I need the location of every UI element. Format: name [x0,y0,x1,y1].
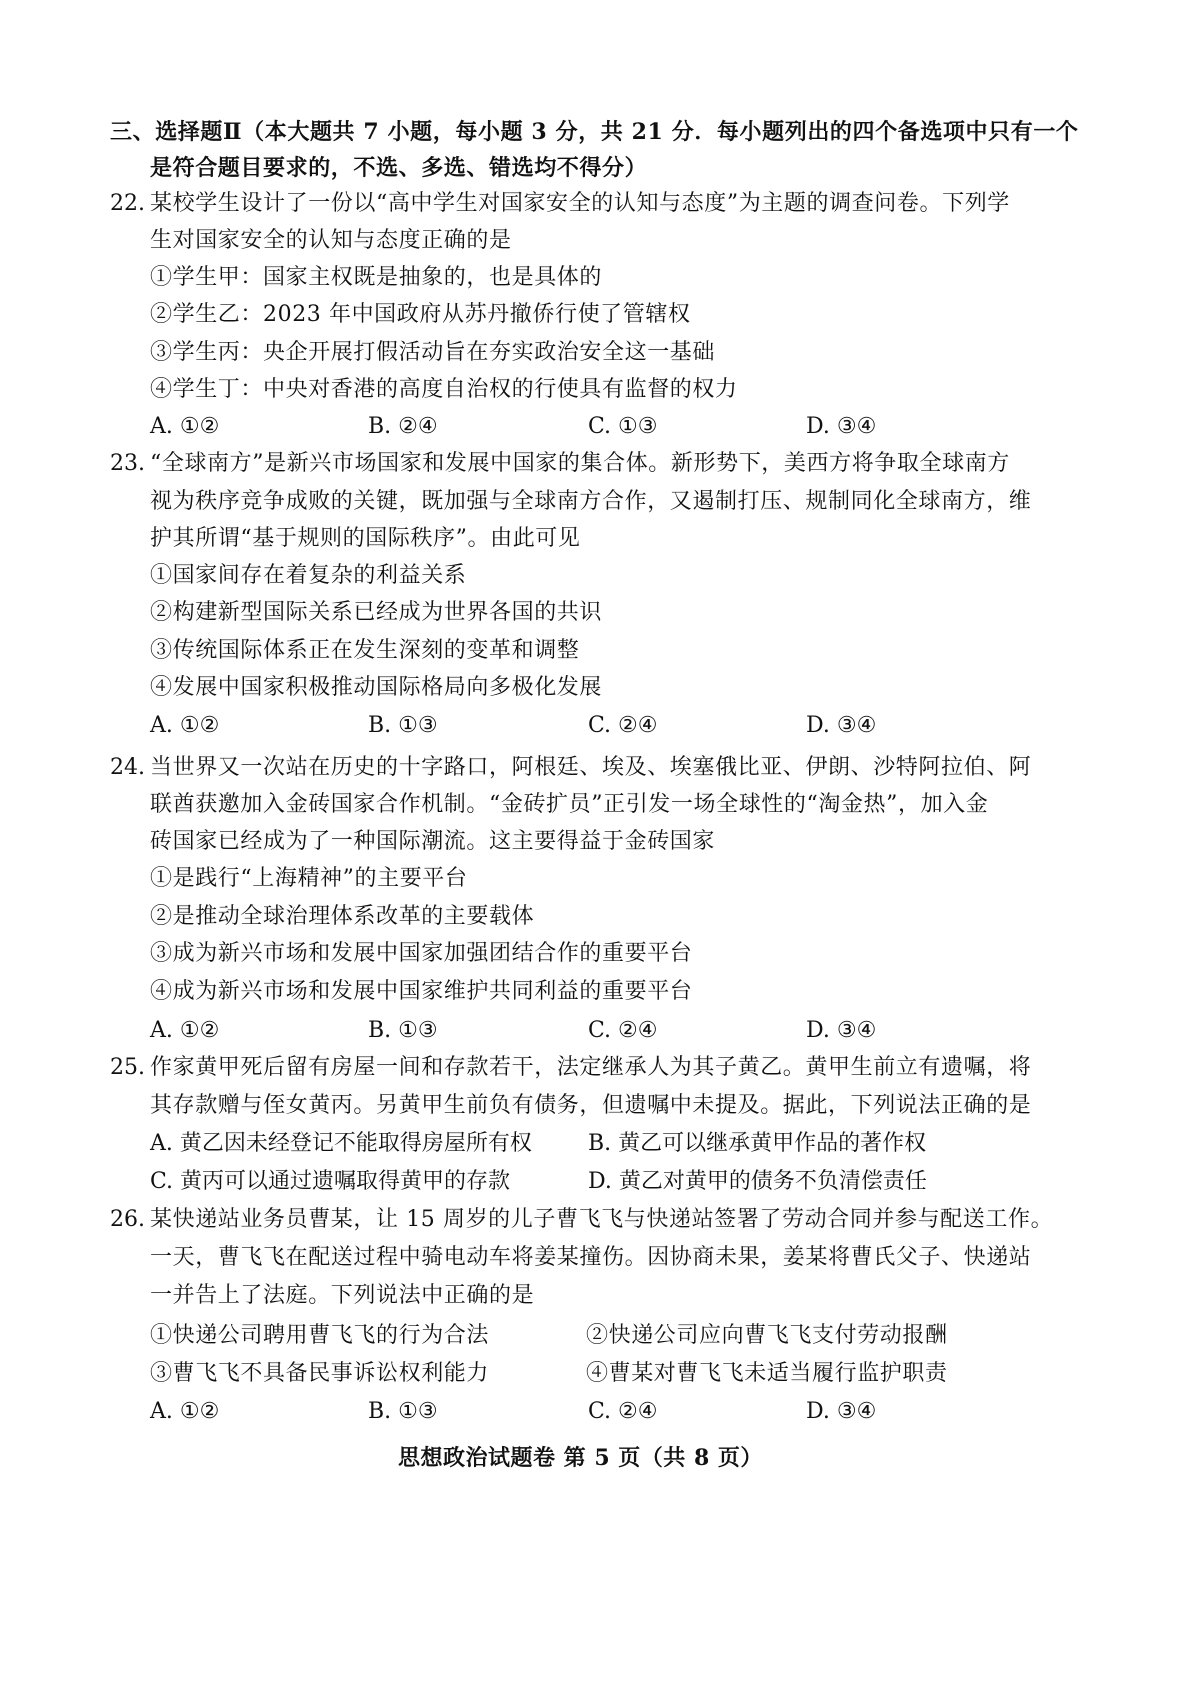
option-a: A. 黄乙因未经登记不能取得房屋所有权 [150,1131,532,1156]
question-number: 22. [110,191,145,216]
page-footer: 思想政治试题卷 第 5 页（共 8 页） [398,1445,763,1471]
section-header-line1: 三、选择题Ⅱ（本大题共 7 小题，每小题 3 分，共 21 分．每小题列出的四个备选项中只有一个 [110,119,1079,145]
statement: ③曹飞飞不具备民事诉讼权利能力 [150,1361,490,1386]
statement: ④学生丁：中央对香港的高度自治权的行使具有监督的权力 [150,377,738,402]
statement: ③学生丙：央企开展打假活动旨在夯实政治安全这一基础 [150,340,716,365]
statement: ①快递公司聘用曹飞飞的行为合法 [150,1323,490,1348]
question-stem-line: 联酋获邀加入金砖国家合作机制。“金砖扩员”正引发一场全球性的“淘金热”，加入金 [150,792,989,817]
option-c: C. 黄丙可以通过遗嘱取得黄甲的存款 [150,1169,511,1194]
question-number: 23. [110,451,145,476]
option-d: D. ③④ [806,1399,877,1424]
question-stem-line: 一天，曹飞飞在配送过程中骑电动车将姜某撞伤。因协商未果，姜某将曹氏父子、快递站 [150,1245,1032,1270]
option-a: A. ①② [150,414,220,439]
question-stem-line: 其存款赠与侄女黄丙。另黄甲生前负有债务，但遗嘱中未提及。据此，下列说法正确的是 [150,1093,1032,1118]
question-number: 24. [110,755,145,780]
option-b: B. ②④ [368,414,438,439]
question-stem-line: 作家黄甲死后留有房屋一间和存款若干，法定继承人为其子黄乙。黄甲生前立有遗嘱，将 [150,1055,1032,1080]
section-header-line2: 是符合题目要求的，不选、多选、错选均不得分） [150,155,648,181]
question-stem-line: 当世界又一次站在历史的十字路口，阿根廷、埃及、埃塞俄比亚、伊朗、沙特阿拉伯、阿 [150,755,1032,780]
statement: ④发展中国家积极推动国际格局向多极化发展 [150,675,603,700]
question-stem-line: 某快递站业务员曹某，让 15 周岁的儿子曹飞飞与快递站签署了劳动合同并参与配送工作。 [150,1207,1054,1232]
option-d: D. ③④ [806,1018,877,1043]
statement: ②学生乙：2023 年中国政府从苏丹撤侨行使了管辖权 [150,302,691,327]
statement: ②是推动全球治理体系改革的主要载体 [150,904,535,929]
question-number: 25. [110,1055,145,1080]
option-b: B. ①③ [368,713,438,738]
question-stem-line: “全球南方”是新兴市场国家和发展中国家的集合体。新形势下，美西方将争取全球南方 [150,451,1010,476]
option-b: B. ①③ [368,1399,438,1424]
option-a: A. ①② [150,1399,220,1424]
statement: ①国家间存在着复杂的利益关系 [150,563,467,588]
option-d: D. ③④ [806,414,877,439]
question-stem-line: 某校学生设计了一份以“高中学生对国家安全的认知与态度”为主题的调查问卷。下列学 [150,191,1010,216]
option-a: A. ①② [150,1018,220,1043]
statement: ①是践行“上海精神”的主要平台 [150,866,468,891]
question-stem-line: 视为秩序竞争成败的关键，既加强与全球南方合作，又遏制打压、规制同化全球南方，维 [150,489,1032,514]
option-d: D. 黄乙对黄甲的债务不负清偿责任 [588,1169,927,1194]
question-stem-line: 砖国家已经成为了一种国际潮流。这主要得益于金砖国家 [150,829,716,854]
option-b: B. ①③ [368,1018,438,1043]
option-c: C. ②④ [588,713,658,738]
statement: ①学生甲：国家主权既是抽象的，也是具体的 [150,265,603,290]
option-c: C. ①③ [588,414,658,439]
option-c: C. ②④ [588,1018,658,1043]
statement: ②构建新型国际关系已经成为世界各国的共识 [150,600,603,625]
question-number: 26. [110,1207,145,1232]
statement: ④曹某对曹飞飞未适当履行监护职责 [586,1361,948,1386]
option-b: B. 黄乙可以继承黄甲作品的著作权 [588,1131,927,1156]
statement: ③传统国际体系正在发生深刻的变革和调整 [150,638,580,663]
question-stem-line: 生对国家安全的认知与态度正确的是 [150,228,512,253]
statement: ②快递公司应向曹飞飞支付劳动报酬 [586,1323,948,1348]
option-c: C. ②④ [588,1399,658,1424]
question-stem-line: 一并告上了法庭。下列说法中正确的是 [150,1283,535,1308]
question-stem-line: 护其所谓“基于规则的国际秩序”。由此可见 [150,526,581,551]
statement: ③成为新兴市场和发展中国家加强团结合作的重要平台 [150,941,693,966]
option-d: D. ③④ [806,713,877,738]
option-a: A. ①② [150,713,220,738]
statement: ④成为新兴市场和发展中国家维护共同利益的重要平台 [150,979,693,1004]
